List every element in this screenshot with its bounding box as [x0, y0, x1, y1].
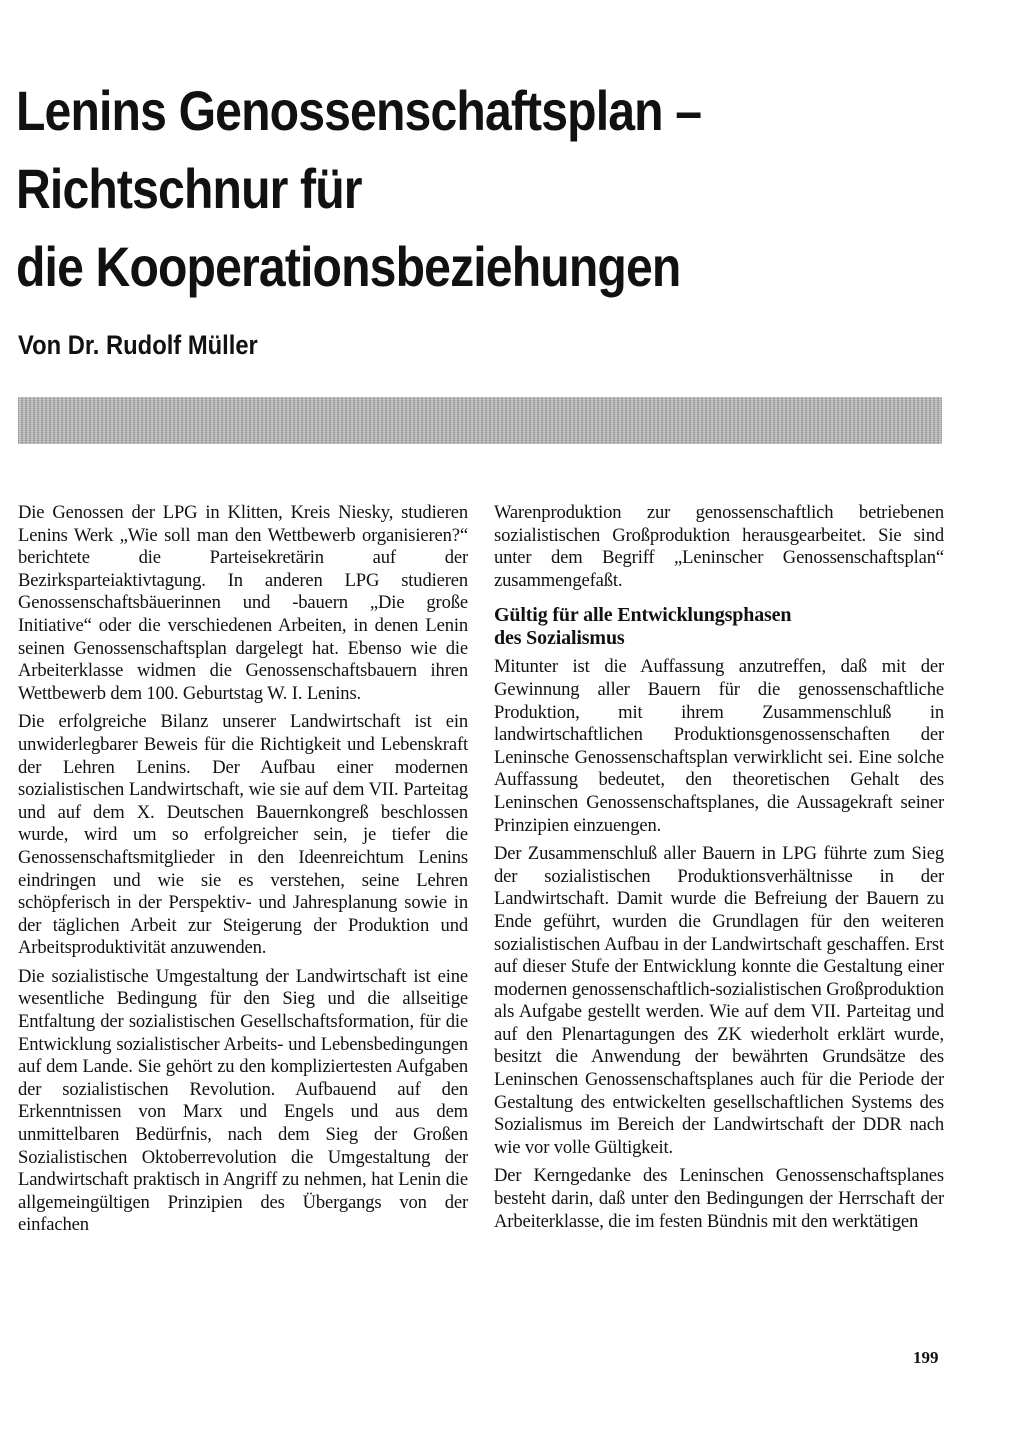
page-number: 199 [913, 1348, 939, 1367]
author-byline: Von Dr. Rudolf Müller [18, 330, 258, 360]
paragraph: Die erfolgreiche Bilanz unserer Landwirtschaft ist ein unwiderlegbarer Beweis für die Richtigkeit und Lebenskraft der Lehren Lenins. Der Aufbau einer modernen sozialistischen Landwirtschaft, wie sie auf dem VII. Parteitag und auf dem X. Deutschen Bauernkongreß beschlossen wurde, wird um so erfolgreicher sein, je tiefer die Genossenschaftsmitglieder in den Ideenreichtum Lenins eindringen und wie sie es verstehen, seine Lehren schöpferisch in der Perspektiv- und Jahresplanung sowie in der täglichen Arbeit zur Steigerung der Produktion und Arbeitsproduktivität anzuwenden. [18, 711, 468, 959]
paragraph: Der Kerngedanke des Leninschen Genossenschaftsplanes besteht darin, daß unter den Bedingungen der Herrschaft der Arbeiterklasse, die im festen Bündnis mit den werktätigen [494, 1165, 944, 1232]
article-headline [16, 72, 867, 306]
headline-line-1: Lenins Genossenschaftsplan – [16, 79, 702, 142]
paragraph: Mitunter ist die Auffassung anzutreffen, daß mit der Gewinnung aller Bauern für die genossenschaftliche Produktion, mit ihrem Zusammenschluß in landwirtschaftlichen Produktionsgenossenschaften der Leninsche Genossenschaftsplan verwirklicht sei. Eine solche Auffassung bedeutet, den theoretischen Gehalt des Leninschen Genossenschaftsplanes, die Aussagekraft seiner Prinzipien einzuengen. [494, 656, 944, 836]
subheading-line-2: des Sozialismus [494, 627, 625, 650]
section-subheading [494, 604, 944, 650]
headline-line-2: Richtschnur für [16, 157, 362, 220]
paragraph: Die sozialistische Umgestaltung der Landwirtschaft ist eine wesentliche Bedingung für den Sieg und die allseitige Entfaltung der sozialistischen Gesellschaftsformation, für die Entwicklung sozialistischer Arbeits- und Lebensbedingungen auf dem Lande. Sie gehört zu den kompliziertesten Aufgaben der sozialistischen Revolution. Aufbauend auf den Erkenntnissen von Marx und Engels und aus dem unmittelbaren Bedürfnis, nach dem Sieg der Großen Sozialistischen Oktoberrevolution die Umgestaltung der Landwirtschaft praktisch in Angriff zu nehmen, hat Lenin die allgemeingültigen Prinzipien des Übergangs von der einfachen [18, 965, 468, 1236]
left-text-column [18, 502, 468, 1243]
decorative-halftone-bar [18, 397, 942, 444]
paragraph: Die Genossen der LPG in Klitten, Kreis Niesky, studieren Lenins Werk „Wie soll man den Wettbewerb organisieren?“ berichtete die Parteisekretärin auf der Bezirksparteiaktivtagung. In anderen LPG studieren Genossenschaftsbäuerinnen und -bauern „Die große Initiative“ oder die verschiedenen Arbeiten, in denen Lenin seinen Genossenschaftsplan dargelegt hat. Ebenso wie die Arbeiterklasse widmen die Genossenschaftsbauern ihren Wettbewerb dem 100. Geburtstag W. I. Lenins. [18, 502, 468, 704]
paragraph: Warenproduktion zur genossenschaftlich betriebenen sozialistischen Großproduktion herausgearbeitet. Sie sind unter dem Begriff „Leninscher Genossenschaftsplan“ zusammengefaßt. [494, 502, 944, 591]
right-text-column [494, 502, 944, 1239]
headline-line-3: die Kooperationsbeziehungen [16, 235, 681, 298]
subheading-line-1: Gültig für alle Entwicklungsphasen [494, 604, 792, 627]
paragraph: Der Zusammenschluß aller Bauern in LPG führte zum Sieg der sozialistischen Produktionsverhältnisse in der Landwirtschaft. Damit wurde die Befreiung der Bauern zu Ende geführt, wurden die Grundlagen für den weiteren sozialistischen Aufbau in der Landwirtschaft geschaffen. Erst auf dieser Stufe der Entwicklung konnte die Gestaltung einer modernen genossenschaftlich-sozialistischen Großproduktion als Aufgabe gestellt werden. Wie auf dem VII. Parteitag und auf den Plenartagungen des ZK wiederholt erklärt wurde, besitzt die Anwendung der bewährten Grundsätze des Leninschen Genossenschaftsplanes auch für die Periode der Gestaltung des entwickelten gesellschaftlichen Systems des Sozialismus im Bereich der Landwirtschaft der DDR nach wie vor volle Gültigkeit. [494, 843, 944, 1158]
